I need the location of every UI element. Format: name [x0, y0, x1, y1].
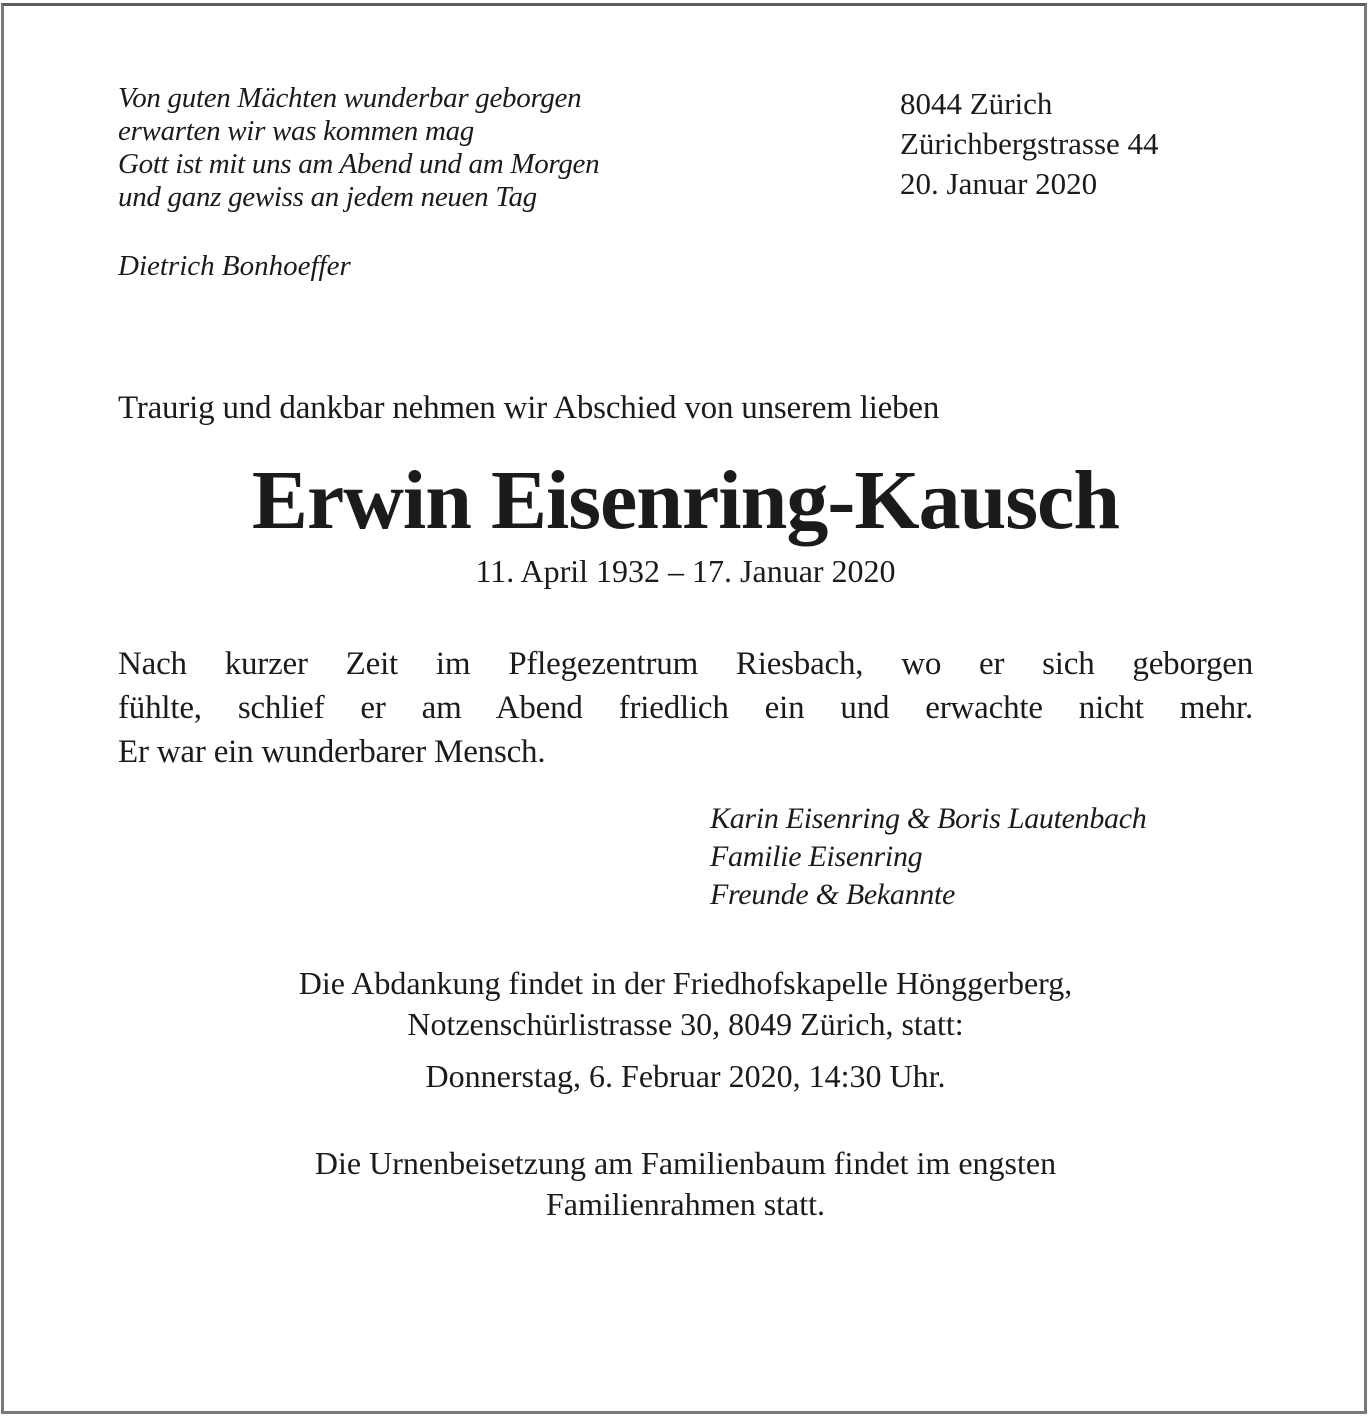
- obituary-paragraph: [118, 642, 1253, 774]
- address-block: [900, 84, 1159, 204]
- opening-quote: [118, 82, 599, 214]
- mourner-line: Familie Eisenring: [710, 840, 923, 873]
- obituary-line: Er war ein wunderbarer Mensch.: [118, 734, 546, 770]
- burial-line: Die Urnenbeisetzung am Familienbaum findet im engsten: [314, 1145, 1057, 1181]
- burial-line: Familienrahmen statt.: [545, 1186, 826, 1222]
- quote-line: Gott ist mit uns am Abend und am Morgen: [118, 148, 600, 180]
- deceased-name: Erwin Eisenring-Kausch: [251, 454, 1120, 547]
- mourners-block: [710, 800, 1146, 914]
- address-street: Zürichbergstrasse 44: [900, 126, 1159, 161]
- mourner-line: Karin Eisenring & Boris Lautenbach: [710, 802, 1147, 835]
- service-location-line: Notzenschürlistrasse 30, 8049 Zürich, statt:: [407, 1006, 964, 1042]
- service-info: [118, 963, 1253, 1097]
- address-city: 8044 Zürich: [900, 86, 1053, 121]
- quote-line: erwarten wir was kommen mag: [118, 115, 475, 147]
- obituary-line: fühlte, schlief er am Abend friedlich ein und erwachte nicht mehr.: [118, 690, 1253, 726]
- service-datetime: Donnerstag, 6. Februar 2020, 14:30 Uhr.: [425, 1058, 946, 1094]
- mourner-line: Freunde & Bekannte: [710, 878, 956, 911]
- burial-info: [118, 1143, 1253, 1225]
- obituary-line: Nach kurzer Zeit im Pflegezentrum Riesbach, wo er sich geborgen: [118, 646, 1253, 682]
- notice-date: 20. Januar 2020: [900, 166, 1098, 201]
- life-dates: 11. April 1932 – 17. Januar 2020: [475, 553, 896, 589]
- service-location-line: Die Abdankung findet in der Friedhofskapelle Hönggerberg,: [298, 965, 1073, 1001]
- intro-line: Traurig und dankbar nehmen wir Abschied von unserem lieben: [118, 390, 940, 426]
- quote-line: und ganz gewiss an jedem neuen Tag: [118, 181, 537, 213]
- quote-line: Von guten Mächten wunderbar geborgen: [118, 82, 582, 114]
- quote-attribution: Dietrich Bonhoeffer: [118, 250, 351, 282]
